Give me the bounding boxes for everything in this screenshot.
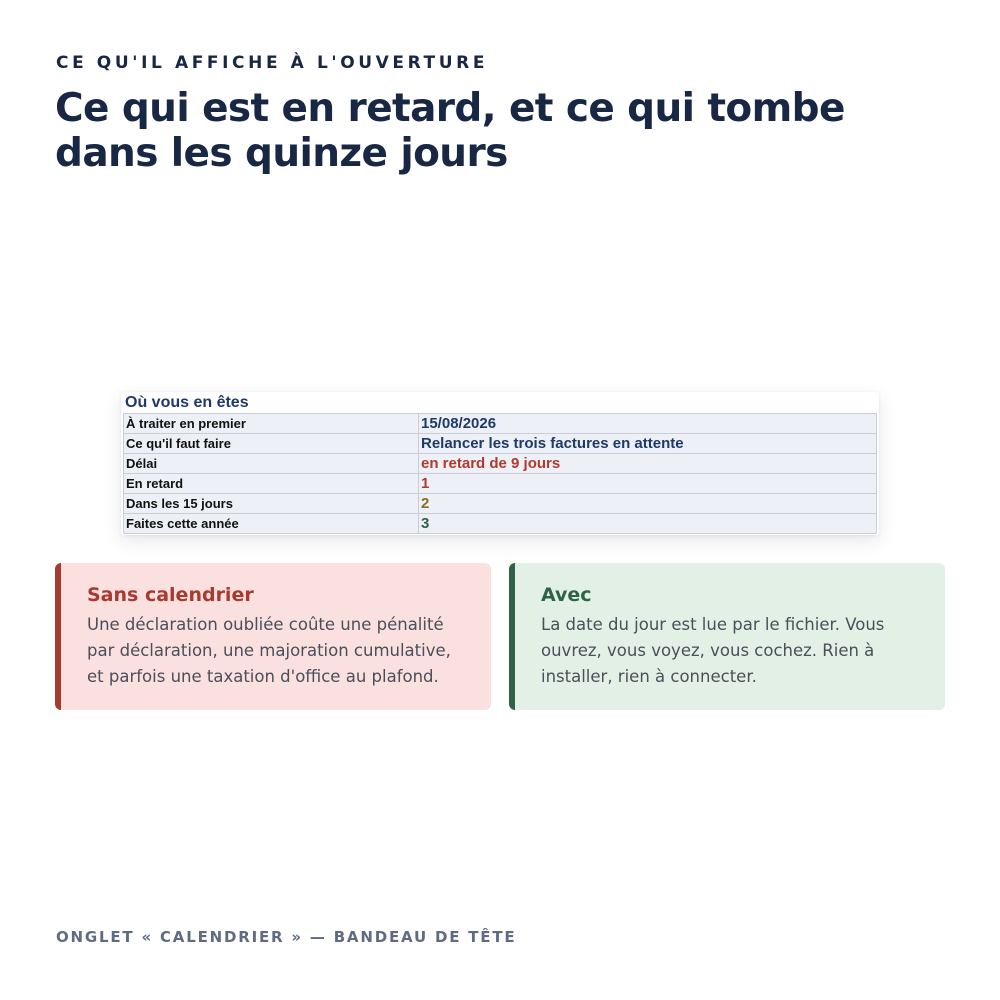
table-row bbox=[124, 494, 877, 514]
table-row bbox=[124, 434, 877, 454]
panel-text: La date du jour est lue par le fichier. Vous ouvrez, vous voyez, vous cochez. Rien à installer, rien à connecter. bbox=[541, 615, 885, 686]
row-value-date: 15/08/2026 bbox=[419, 414, 877, 434]
table-row bbox=[124, 474, 877, 494]
table-row bbox=[124, 514, 877, 534]
row-value-done-count: 3 bbox=[419, 514, 877, 534]
panel-title: Avec bbox=[541, 584, 592, 606]
row-value-delay: en retard de 9 jours bbox=[419, 454, 877, 474]
row-value-overdue-count: 1 bbox=[419, 474, 877, 494]
row-label: Ce qu'il faut faire bbox=[124, 434, 419, 454]
row-label: En retard bbox=[124, 474, 419, 494]
footer-caption: ONGLET « CALENDRIER » — BANDEAU DE TÊTE bbox=[56, 928, 517, 946]
status-table bbox=[123, 413, 877, 534]
panel-text: Une déclaration oubliée coûte une pénalité par déclaration, une majoration cumulative, et parfois une taxation d'office au plafond. bbox=[87, 615, 451, 686]
with-calendar-panel bbox=[509, 563, 945, 710]
page-title: Ce qui est en retard, et ce qui tombe dans les quinze jours bbox=[55, 86, 845, 176]
row-value-upcoming-count: 2 bbox=[419, 494, 877, 514]
table-row bbox=[124, 414, 877, 434]
spreadsheet-preview bbox=[121, 392, 879, 535]
row-value-action: Relancer les trois factures en attente bbox=[419, 434, 877, 454]
table-row bbox=[124, 454, 877, 474]
row-label: Délai bbox=[124, 454, 419, 474]
row-label: À traiter en premier bbox=[124, 414, 419, 434]
row-label: Dans les 15 jours bbox=[124, 494, 419, 514]
eyebrow-label: CE QU'IL AFFICHE À L'OUVERTURE bbox=[56, 53, 489, 73]
sheet-title: Où vous en êtes bbox=[125, 394, 249, 411]
panel-title: Sans calendrier bbox=[87, 584, 254, 606]
row-label: Faites cette année bbox=[124, 514, 419, 534]
without-calendar-panel bbox=[55, 563, 491, 710]
